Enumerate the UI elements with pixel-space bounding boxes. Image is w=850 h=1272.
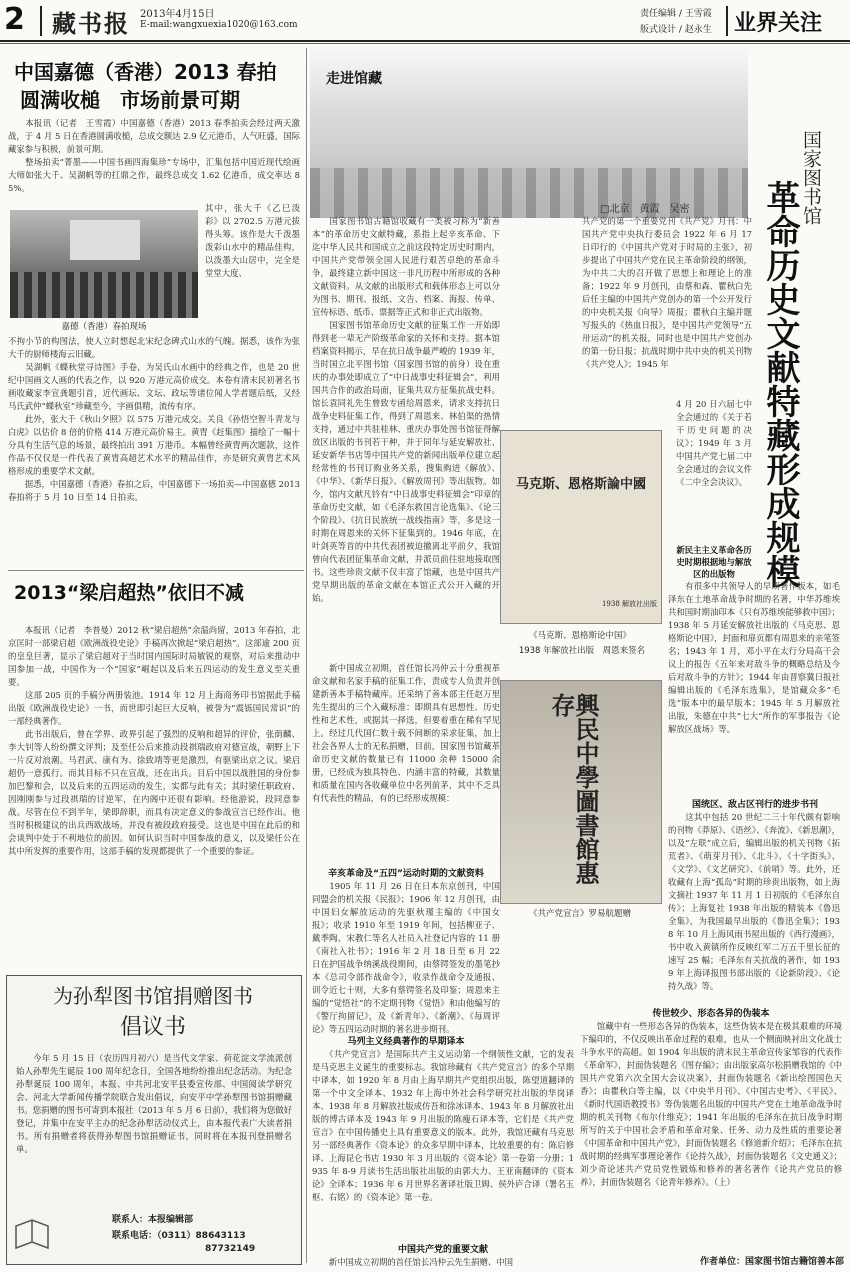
- proposal-title-line2: 倡议书: [119, 1015, 186, 1040]
- feature-col1b: 新中国成立初期，首任馆长冯仲云十分重视革命文献和名家手稿的征集工作，责成专人负责并创建新善本手稿特藏库。还采纳了善本部主任赵万里先生提出的三个入藏标准：即期具有思想性、历史性和艺术性，或据其一择选，但要着重在稀有罕见上。经过几代国仁数十载不间断的采求征集，加上社会各界人士的无私捐赠，目前，国家图书馆藏革命历史文献的数量已有 11000 余种 15000 余册，已经成为独具特色、内涵丰富的特藏，其数量和质量在国内各收藏单位中名列前茅，其中不乏具有代表性的精品，有的已经形成规模：: [312, 663, 500, 803]
- proposal-phone-extra: 87732149: [205, 1244, 256, 1254]
- feature-col2e: 馆藏中有一些形态各异的伪装本，这些伪装本是在极其艰难的环境下编印的，不仅反映出革命过程的艰难，也从一个侧面映衬出文化战士斗争水平的高超。如 1904 年出版的清末民主革命宣传家邹容的代表作《革命军》，封面伪装题名《图存编》；由出版家高尔松捐赠我馆的《中国共产党第六次全国大会议决案》，封面伪装题名《新出绘图国色天香》；由瞿秋白等主编，以《中央半月刊》、《中国古史考》、《平民》、《新时代国语教授书》等伪装题名出版的中国共产党在土地革命战争时期的机关刊物《布尔什维克》；1941 年出版的毛泽东在抗日战争时期所写的关于中国社会矛盾和革命对象、任务、动力及性质的重要论著《中国革命和中国共产党》，封面伪装题名《修道新介绍》；毛泽东在抗战时期的经典军事理论著作《论持久战》，封面伪装题名《文史通义》；刘少奇论述共产党员党性锻炼和修养的著名著作《论共产党员的修养》，封面伪装题名《论青年修养》。（上）: [580, 1021, 842, 1187]
- feature-col1c: 1905 年 11 月 26 日在日本东京创刊，中国同盟会的机关报《民报》；1906 年 12 月创刊，由中国妇女解放运动的先驱秋瑾主编的《中国女报》；收录 1910 年至 1919 年间，包括柳亚子、戴季陶、宋教仁等名人社员入社登记内容的 11 册《南社入社书》；1916 年 2 月 18 日至 6 月 22 日在护国战争纳溪战役期间，由蔡锷签发的墨笔抄本《总司令部作战命令》，收录作战命令及通报、训令近七十则，大多有蔡锷签名及印鉴；周恩来主编的“觉悟社”的不定期刊物《觉悟》和由他编写的《警厅拘留记》，及《新青年》、《新潮》、《每周评论》等五四运动时期的著名进步期刊。: [312, 881, 500, 1034]
- article1-main-text: 不拘小节的构图法，使人立时想起北宋纪念碑式山水的气魄。据悉，该作为张大千的厨师楼海云旧藏。 吴湖帆《蝶秋堂寻诗图》手卷，为吴氏山水画中的经典之作，也是 20 世纪中国画文人画的代表之作，以 920 万港元高价成交。本卷有清末民初著名书画收藏家李宣龚题引首，近代画坛、文坛、政坛等诸位闻人学者题后纸，又经马氏武仲“蝶秋室”珍藏至今，字画俱精，流传有序。 此外，张大千《秋山夕照》以 575 万港元成交。关良《孙悟空智斗青龙与白虎》以估价 8 倍的价格 414 万港元高价易主。黄胄《赶集图》描绘了一幅十分具有生活气息的场景，最终拍出 391 万港币。本幅曾经黄胄两次题款，这件作品不仅仅是一件代表了黄胄高超艺术水平的精品佳作，亦是研究黄胄艺术风格形成的重要学术文献。 据悉，中国嘉德（香港）春拍之后，中国嘉德下一场拍卖—中国嘉德 2013 春拍将于 5 月 10 日至 14 日拍卖。: [8, 336, 300, 502]
- feature-sub5: 国统区、敌占区刊行的进步书刊: [691, 800, 818, 810]
- feature-headline: 革命历史文献特藏形成规模: [760, 180, 800, 588]
- page-number: 2: [4, 2, 25, 37]
- article-separator: [8, 570, 304, 571]
- auction-photo: [10, 210, 198, 318]
- feature-sub3: 中国共产党的重要文献: [397, 1245, 488, 1255]
- book-cover-caption2: 1938 年解放社出版 周恩来签名: [518, 646, 646, 656]
- header-rule: [0, 40, 850, 42]
- feature-sub2: 马列主义经典著作的早期译本: [347, 1037, 465, 1047]
- books-icon: [14, 1218, 50, 1252]
- book-cover-title: 马克斯、恩格斯論中國: [515, 477, 646, 492]
- auction-photo-caption: 嘉德（香港）春拍现场: [61, 322, 147, 332]
- header-editor: 责任编辑 / 王雪霞: [640, 9, 712, 19]
- feature-sub6: 传世较少、形态各异的伪装本: [652, 1009, 770, 1019]
- header-divider: [40, 6, 42, 36]
- inscription-caption: 《共产党宣言》罗易航题赠: [528, 909, 631, 919]
- article1-intro: 本报讯（记者 王雪霞）中国嘉德（香港）2013 春季拍卖会经过两天激战，于 4 月 5 日在香港圆满收槌，总成交额达 2.9 亿元港币，人气旺盛，国际藏家参与积极，前景可期。 整场拍卖“菁墨——中国书画四海集珍”专场中，汇集包括中国近现代绘画大师如张大千、吴湖帆等的扛鼎之作，最终总成交 1.62 亿港币，成交率达 85%。: [8, 118, 300, 193]
- proposal-body: 今年 5 月 15 日（农历四月初六）是当代文学家、荷花淀文学流派创始人孙犁先生诞辰 100 周年纪念日，全国各地纷纷推出纪念活动。为纪念孙犁诞辰 100 周年，本报、中共河北安平县委宣传部、中国阅读学研究会、河北大学新闻传播学院联合发出倡议，向安平中学孙犁图书馆捐赠藏书。您捐赠的图书可寄到本报社（2013 年 5 月 6 日前），我们将为您做好登记，并集中在安平主办的纪念孙犁活动仪式上，由本报代表广大读者捐书。所有捐赠者将获得孙犁图书馆捐赠证书，同时将在本报刊登捐赠名单。: [16, 1053, 292, 1154]
- paper-name: 藏书报: [52, 9, 130, 38]
- header-designer: 版式设计 / 赵永生: [640, 25, 712, 35]
- feature-author: 作者单位：国家图书馆古籍馆善本部: [699, 1257, 844, 1267]
- book-cover-caption: 《马克斯、恩格斯论中国》: [528, 631, 631, 641]
- proposal-title-line1: 为孙犁图书馆捐赠图书: [53, 984, 253, 1008]
- feature-column-label: 走进馆藏: [326, 71, 382, 87]
- inscription-photo: [500, 680, 662, 904]
- header-section-divider: [726, 6, 728, 36]
- feature-col2c: 有很多中共领导人的早期著作版本，如毛泽东在土地革命战争时期的名著，中华苏维埃共和国时期油印本《只有苏维埃能够救中国》；1938 年 5 月延安解放社出版的《马克思、恩格斯论中国》，封面和扉页都有周恩来的亲笔签名；1943 年 1 月，邓小平在太行分局高干会议上的报告《五年来对敌斗争的概略总结及今后对敌斗争的方针》；1944 年由晋察冀日报社编辑出版的《毛泽东选集》，是馆藏众多“毛选”版本中的最早版本；1945 年 5 月解放社出版，朱德在中共“七大”所作的军事报告《论解放区战场》等。: [668, 581, 840, 734]
- proposal-phone: 联系电话：（0311）88643113: [112, 1231, 246, 1241]
- feature-col1e: 新中国成立初期的首任馆长冯仲云先生捐赠、中国: [312, 1257, 513, 1267]
- header-date: 2013年4月15日: [140, 9, 215, 20]
- book-cover-publisher: 1938 解放社出版: [601, 600, 657, 608]
- feature-col1: 国家图书馆古籍馆收藏有一类被习称为“新善本”的革命历史文献特藏，系指上起辛亥革命、下迄中华人民共和国成立之前这段特定历史时期内，中国共产党带领全国人民进行艰苦卓绝的革命斗争，最终建立新中国这一非凡历程中所形成的各种文献资料。从文献的出版形式和载体形态上可以分为图书、期刊、报纸、文告、档案、海报、传单、宣传标语、纸币、票据等正式和非正式出版物。 国家图书馆革命历史文献的征集工作一开始即得到老一辈无产阶级革命家的关怀和支持。据本馆档案资料揭示，早在抗日战争最严峻的 1939 年，当时国立北平图书馆（国家图书馆的前身）设在重庆的办事处即成立了“中日战事史料征辑会”，利用国共合作的政治局面，征集共双方征集抗战史料。馆长袁同礼先生曾致专函给周恩来，请求支持抗日战争史料征集工作，得到了周恩来、林伯渠的热情支持，通过中共驻桂林、重庆办事处图书馆征得解放区出版的书刊若干种，并于同年与延安解放社、延安新华书店等中国共产党的新闻出版单位建立起经常性的书刊订购业务关系，搜集购进《解放》、《中华》、《新华日报》、《解放周刊》等出版物。如今，馆内文献凡钤有“中日战事史料征辑会”印章的革命历史文献，如《毛泽东救国言论选集》、《论三个阶段》、《抗日民族统一战线指南》等，多是这一时期在周恩来的关怀下征集到的。1946 年底，在叶剑英等首的中共代表团被迫撤离北平前夕，我馆曾向代表团征集革命文献，并派员前往驻地接取图书。这些珍贵文献不仅丰富了馆藏，也是中国共产党早期出版的革命文献在本馆正式公开入藏的开始。: [312, 216, 500, 603]
- inscription-text: 興民中學圖書館惠存: [547, 693, 600, 885]
- proposal-contact: 联系人：本报编辑部: [112, 1215, 194, 1225]
- article1-title-line1: 中国嘉德（香港）2013 春拍: [14, 60, 277, 84]
- feature-sub4: 新民主主义革命各历史时期根据地与解放区的出版物: [676, 545, 752, 579]
- feature-byline: □北京 黄霞 吴密: [600, 204, 690, 215]
- feature-sub1: 辛亥革命及“五四”运动时期的文献资料: [328, 869, 484, 879]
- book-cover-photo: [500, 430, 662, 624]
- feature-col2: 共产党的第一个重要党刊《共产党》月刊：中国共产党中央执行委员会 1922 年 6 月 17 日印行的《中国共产党对于时局的主张》，初步提出了中国共产党在民主革命阶段的纲领，为中共二大的召开做了思想上和理论上的准备；1922 年 9 月创刊，由蔡和森、瞿秋白先后任主编的中国共产党创办的第一个公开发行的中央机关报《向导》周报；瞿秋白主编并题写报头的《热血日报》，是中国共产党领导“五卅运动”的机关报，同时也是中国共产党创办的第一份日报；抗战时期中共中央的机关刊物《共产党人》；1945 年: [582, 216, 752, 369]
- feature-col1d: 《共产党宣言》是国际共产主义运动第一个纲领性文献，它的发表是马克思主义诞生的重要标志。我馆珍藏有《共产党宣言》的多个早期中译本，如 1920 年 8 月由上海早期共产党组织出版，陈望道翻译的第一个中文全译本、1932 年上海中外社会科学研究社出版的华岗译本、1938 年 8 月解放社版成仿吾和徐冰译本、1943 年 8 月解放社出版的博古译本及 1943 年 9 月出版的陈瘦石译本等，它们是《共产党宣言》在中国传播史上具有重要意义的版本。此外，我馆还藏有马克思另一部经典著作《资本论》的众多早期中译本，比较重要的有：陈启修译、上海昆仑书店 1930 年 3 月出版的《资本论》第一卷第一分册；1935 年 8-9 月读书生活出版社出版的由郭大力、王亚南翻译的《资本论》全译本；1936 年 6 月世界名著译社版卫姆、侯外庐合译（署名玉枢、右铭）的《资本论》第一卷。: [312, 1049, 574, 1202]
- article2-body: 本报讯（记者 李普曼）2012 秋“梁启超热”余温尚留，2013 年春拍，北京匡时一部梁启超《欧洲战役史论》手稿再次掀起“梁启超热”。这部逾 200 页的皇皇巨著，显示了梁启超对于当时国内国际时局敏锐的观察，对后来推动中国参加一战，中国作为一个“国家”崛起以及后来五四运动的发生意义至关重要。 这部 205 页的手稿分两册装池。1914 年 12 月上海商务印书馆据此手稿出版《欧洲战役史论》一书，而世即引起巨大反响，被誉为“震铄国民常识”的一部经典著作。 此书出版后，曾在学界、政界引起了强烈的反响和超异的评价，张荫麟、李大钊等人纷纷撰文评判；及至任公后来推动段祺瑞政府对德宣战，朝野上下一片反对浪潮。马君武、康有为、徐致靖等更是激烈，有驱梁出京之议。梁启超仍一意孤行。而其目标不只在宣战，还在出兵。目后中国以战胜国的身份参加巴黎和会，以及后来的五四运动的发生，实都与此有关；其时梁任职政府、因刚刚参与过段祺瑞的讨逆军，在内阁中还很有影响。经他游说，段同意参战。尽管在位不到半年，梁即辞职，而具有决定意义的参战宣言已经作出。他当时积极建议的出兵西欧战场，并没有被段政府接受。这也是中国在此后的和会谈判中处于不利地位的前因。如何认识当时中国参战的意义，以及梁任公在其中所发挥的重要作用，这部手稿的发现都提供了一个重要的参证。: [8, 625, 300, 856]
- article2-title: 2013“梁启超热”依旧不减: [14, 582, 244, 604]
- header-rule-thin: [0, 43, 850, 44]
- article1-side-text: 其中，张大千《乙巳泼彩》以 2702.5 万港元拔得头筹。该作是大千泼墨泼彩山水中的精品佳构，以泼墨大山居中，完全是堂堂大度、: [205, 203, 300, 278]
- article1-title-line2: 圆满收槌 市场前景可期: [20, 88, 240, 112]
- column-divider: [306, 48, 307, 1263]
- feature-kicker: 国家图书馆: [800, 130, 822, 225]
- header-email: E-mail:wangxuexia1020@163.com: [140, 20, 298, 30]
- feature-col2b: 4 月 20 日六届七中全会通过的《关于若干历史问题的决议》；1949 年 3 月中国共产党七届二中全会通过的会议文件《二中全会决议》。: [676, 399, 752, 487]
- feature-col2d: 这其中包括 20 世纪二三十年代颇有影响的刊物《莽原》、《语丝》、《奔流》、《新思潮》，以及“左联”成立后，编辑出版的机关刊物《拓荒者》、《萌芽月刊》、《北斗》、《十字街头》、《文学》、《文艺研究》、《前哨》等。此外，还收藏有上海“孤岛”时期的珍贵出版物，如上海文摘社 1937 年 11 月 1 日初版的《毛泽东自传》；上海复社 1938 年出版的精装本《鲁迅全集》，为我国最早出版的《鲁迅全集》；1938 年 10 月上海风雨书屋出版的《西行漫画》，书中收入黄镇所作反映红军二万五千里长征的速写 25 幅；毛泽东有关抗战的著作，如 1939 年上海译报图书部出版的《论新阶段》、《论持久战》等。: [668, 812, 840, 991]
- section-title: 业界关注: [734, 11, 823, 36]
